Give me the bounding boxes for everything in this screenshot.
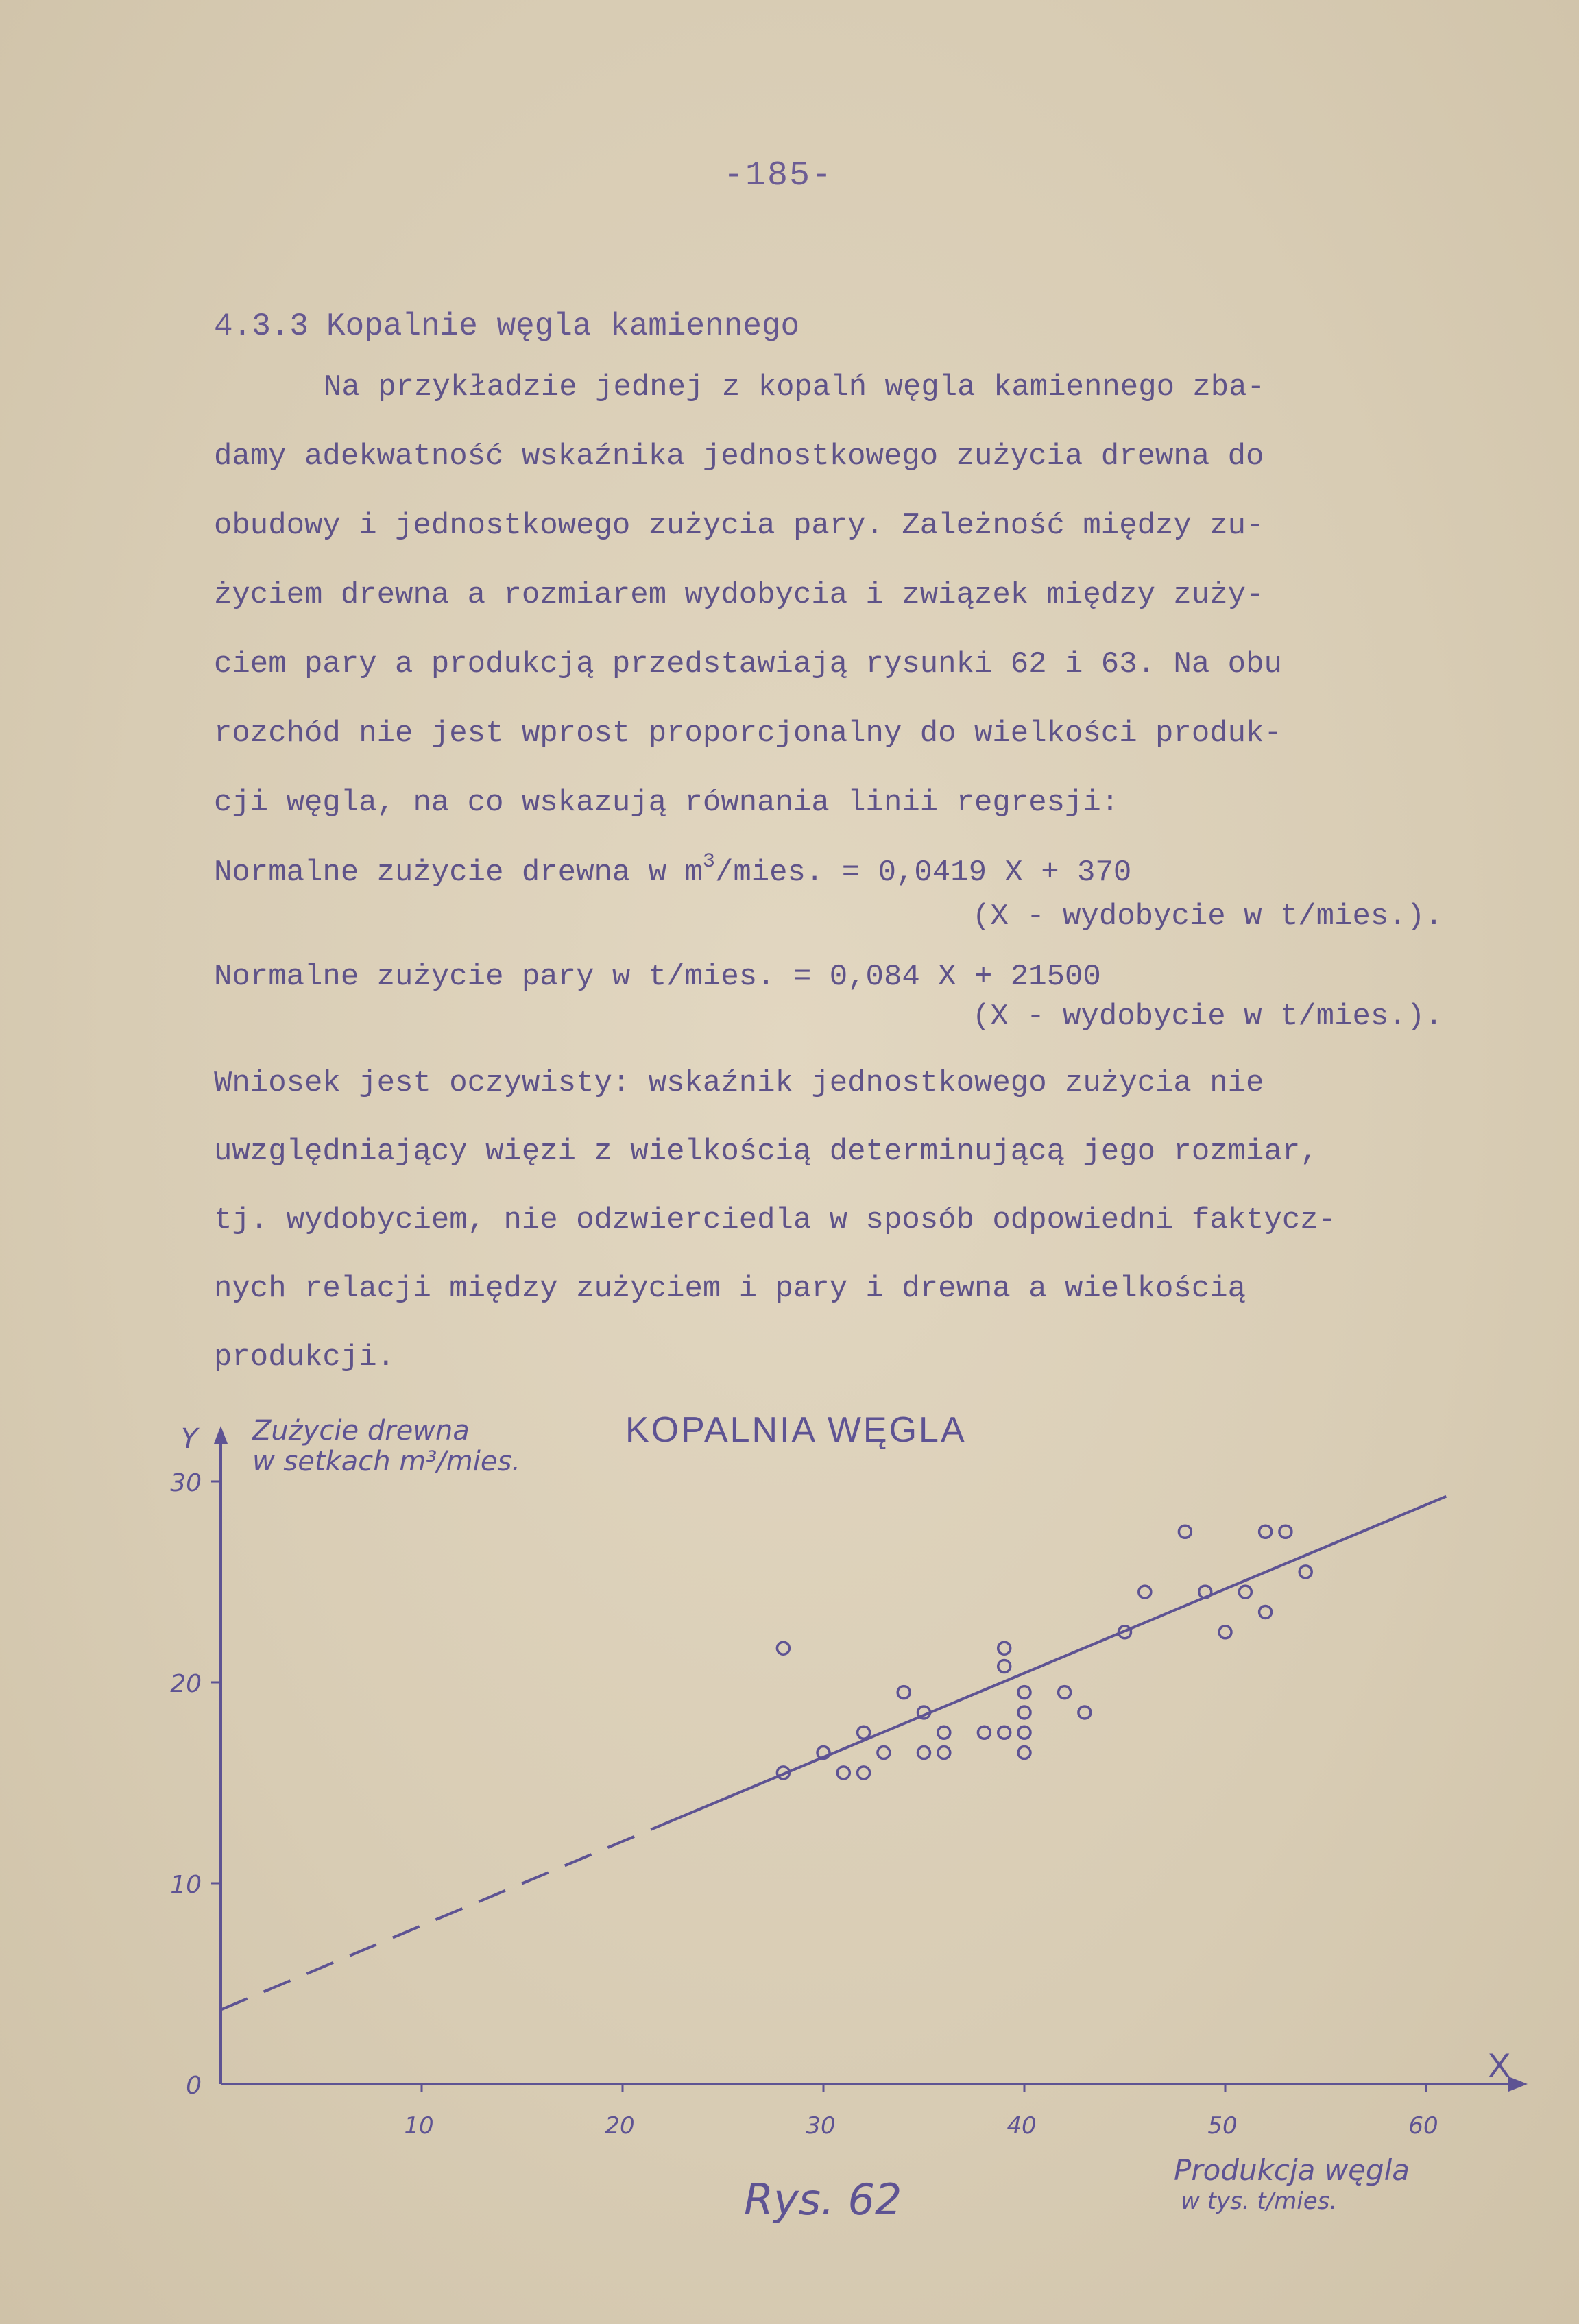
data-point	[1299, 1566, 1312, 1578]
data-point	[998, 1660, 1011, 1673]
formula-steam: Normalne zużycie pary w t/mies. = 0,084 X + 21500	[214, 960, 1101, 994]
y-axis-label-line2: w setkach m³/mies.	[252, 1446, 521, 1477]
paragraph-line: życiem drewna a rozmiarem wydobycia i związek między zuży-	[214, 578, 1264, 612]
figure-62	[0, 1371, 1579, 2324]
y-axis-label-line1: Zużycie drewna	[252, 1415, 470, 1447]
x-tick-label: 20	[605, 2112, 635, 2140]
data-point	[858, 1767, 870, 1779]
data-point	[978, 1726, 990, 1739]
x-axis-label-line1: Produkcja węgla	[1174, 2153, 1410, 2187]
page-number: -185-	[723, 156, 834, 195]
paragraph-line: Na przykładzie jednej z kopalń węgla kamiennego zba-	[324, 370, 1266, 404]
x-axis-label-line2: w tys. t/mies.	[1181, 2188, 1338, 2215]
data-point	[1059, 1686, 1071, 1699]
data-point	[1139, 1586, 1151, 1598]
data-point	[918, 1747, 930, 1759]
data-point	[1018, 1686, 1030, 1699]
x-tick-label: 30	[806, 2112, 836, 2140]
y-tick-label: 0	[186, 2072, 202, 2100]
data-point	[1018, 1747, 1030, 1759]
conclusion-line: Wniosek jest oczywisty: wskaźnik jednostkowego zużycia nie	[214, 1066, 1264, 1100]
x-tick-label: 10	[404, 2112, 434, 2140]
section-title: Kopalnie węgla kamiennego	[326, 308, 800, 344]
chart-axes	[214, 1426, 1528, 2092]
paragraph-line: cji węgla, na co wskazują równania linii regresji:	[214, 786, 1120, 820]
data-point	[938, 1747, 950, 1759]
data-point	[1259, 1606, 1272, 1618]
data-point	[1279, 1525, 1292, 1538]
formula-wood-right: /mies. = 0,0419 X + 370	[714, 856, 1132, 890]
formula-wood-note: (X - wydobycie w t/mies.).	[972, 899, 1443, 934]
data-point	[1018, 1726, 1030, 1739]
figure-caption: Rys. 62	[744, 2175, 902, 2225]
paragraph-line: obudowy i jednostkowego zużycia pary. Zależność między zu-	[214, 509, 1264, 543]
y-tick-label: 10	[170, 1871, 202, 1899]
data-point	[1018, 1706, 1030, 1719]
paragraph-line: rozchód nie jest wprost proporcjonalny do wielkości produk-	[214, 716, 1282, 751]
x-axis-arrow	[1508, 2077, 1528, 2092]
data-point	[1078, 1706, 1091, 1719]
conclusion-line: uwzględniający więzi z wielkością determinującą jego rozmiar,	[214, 1135, 1318, 1169]
data-point	[938, 1726, 950, 1739]
conclusion-line: tj. wydobyciem, nie odzwierciedla w sposób odpowiedni faktycz-	[214, 1203, 1337, 1237]
data-point	[878, 1747, 890, 1759]
y-axis-letter: Y	[181, 1423, 198, 1455]
y-tick-label: 20	[170, 1670, 202, 1698]
formula-wood-left: Normalne zużycie drewna w m	[214, 856, 703, 890]
y-axis-arrow	[214, 1426, 228, 1444]
data-points	[777, 1525, 1312, 1779]
y-tick-label: 30	[170, 1469, 202, 1497]
chart-title: KOPALNIA WĘGLA	[625, 1410, 967, 1450]
x-tick-label: 40	[1007, 2112, 1037, 2140]
regression-line	[221, 1497, 1446, 2010]
data-point	[1259, 1525, 1272, 1538]
data-point	[1239, 1586, 1251, 1598]
data-point	[897, 1686, 910, 1699]
section-number: 4.3.3	[214, 308, 309, 344]
formula-wood-sup: 3	[702, 850, 715, 873]
data-point	[777, 1642, 789, 1654]
conclusion-line: nych relacji między zużyciem i pary i drewna a wielkością	[214, 1272, 1246, 1306]
x-tick-label: 60	[1408, 2112, 1438, 2140]
formula-steam-note: (X - wydobycie w t/mies.).	[972, 1000, 1443, 1034]
data-point	[858, 1726, 870, 1739]
x-tick-label: 50	[1207, 2112, 1238, 2140]
data-point	[998, 1642, 1011, 1654]
paragraph-line: damy adekwatność wskaźnika jednostkowego zużycia drewna do	[214, 439, 1264, 474]
data-point	[998, 1726, 1011, 1739]
data-point	[1179, 1525, 1191, 1538]
x-axis-letter: X	[1488, 2046, 1511, 2085]
regression-line-fitted	[663, 1497, 1447, 1825]
section-heading	[214, 308, 799, 344]
chart-ticks	[170, 1469, 1438, 2140]
data-point	[1219, 1626, 1231, 1638]
regression-line-extrapolated	[221, 1825, 663, 2010]
conclusion-line: produkcji.	[214, 1340, 396, 1375]
scatter-chart	[0, 1371, 1579, 2324]
paragraph-line: ciem pary a produkcją przedstawiają rysunki 62 i 63. Na obu	[214, 647, 1282, 681]
data-point	[837, 1767, 849, 1779]
formula-wood	[214, 850, 1132, 890]
